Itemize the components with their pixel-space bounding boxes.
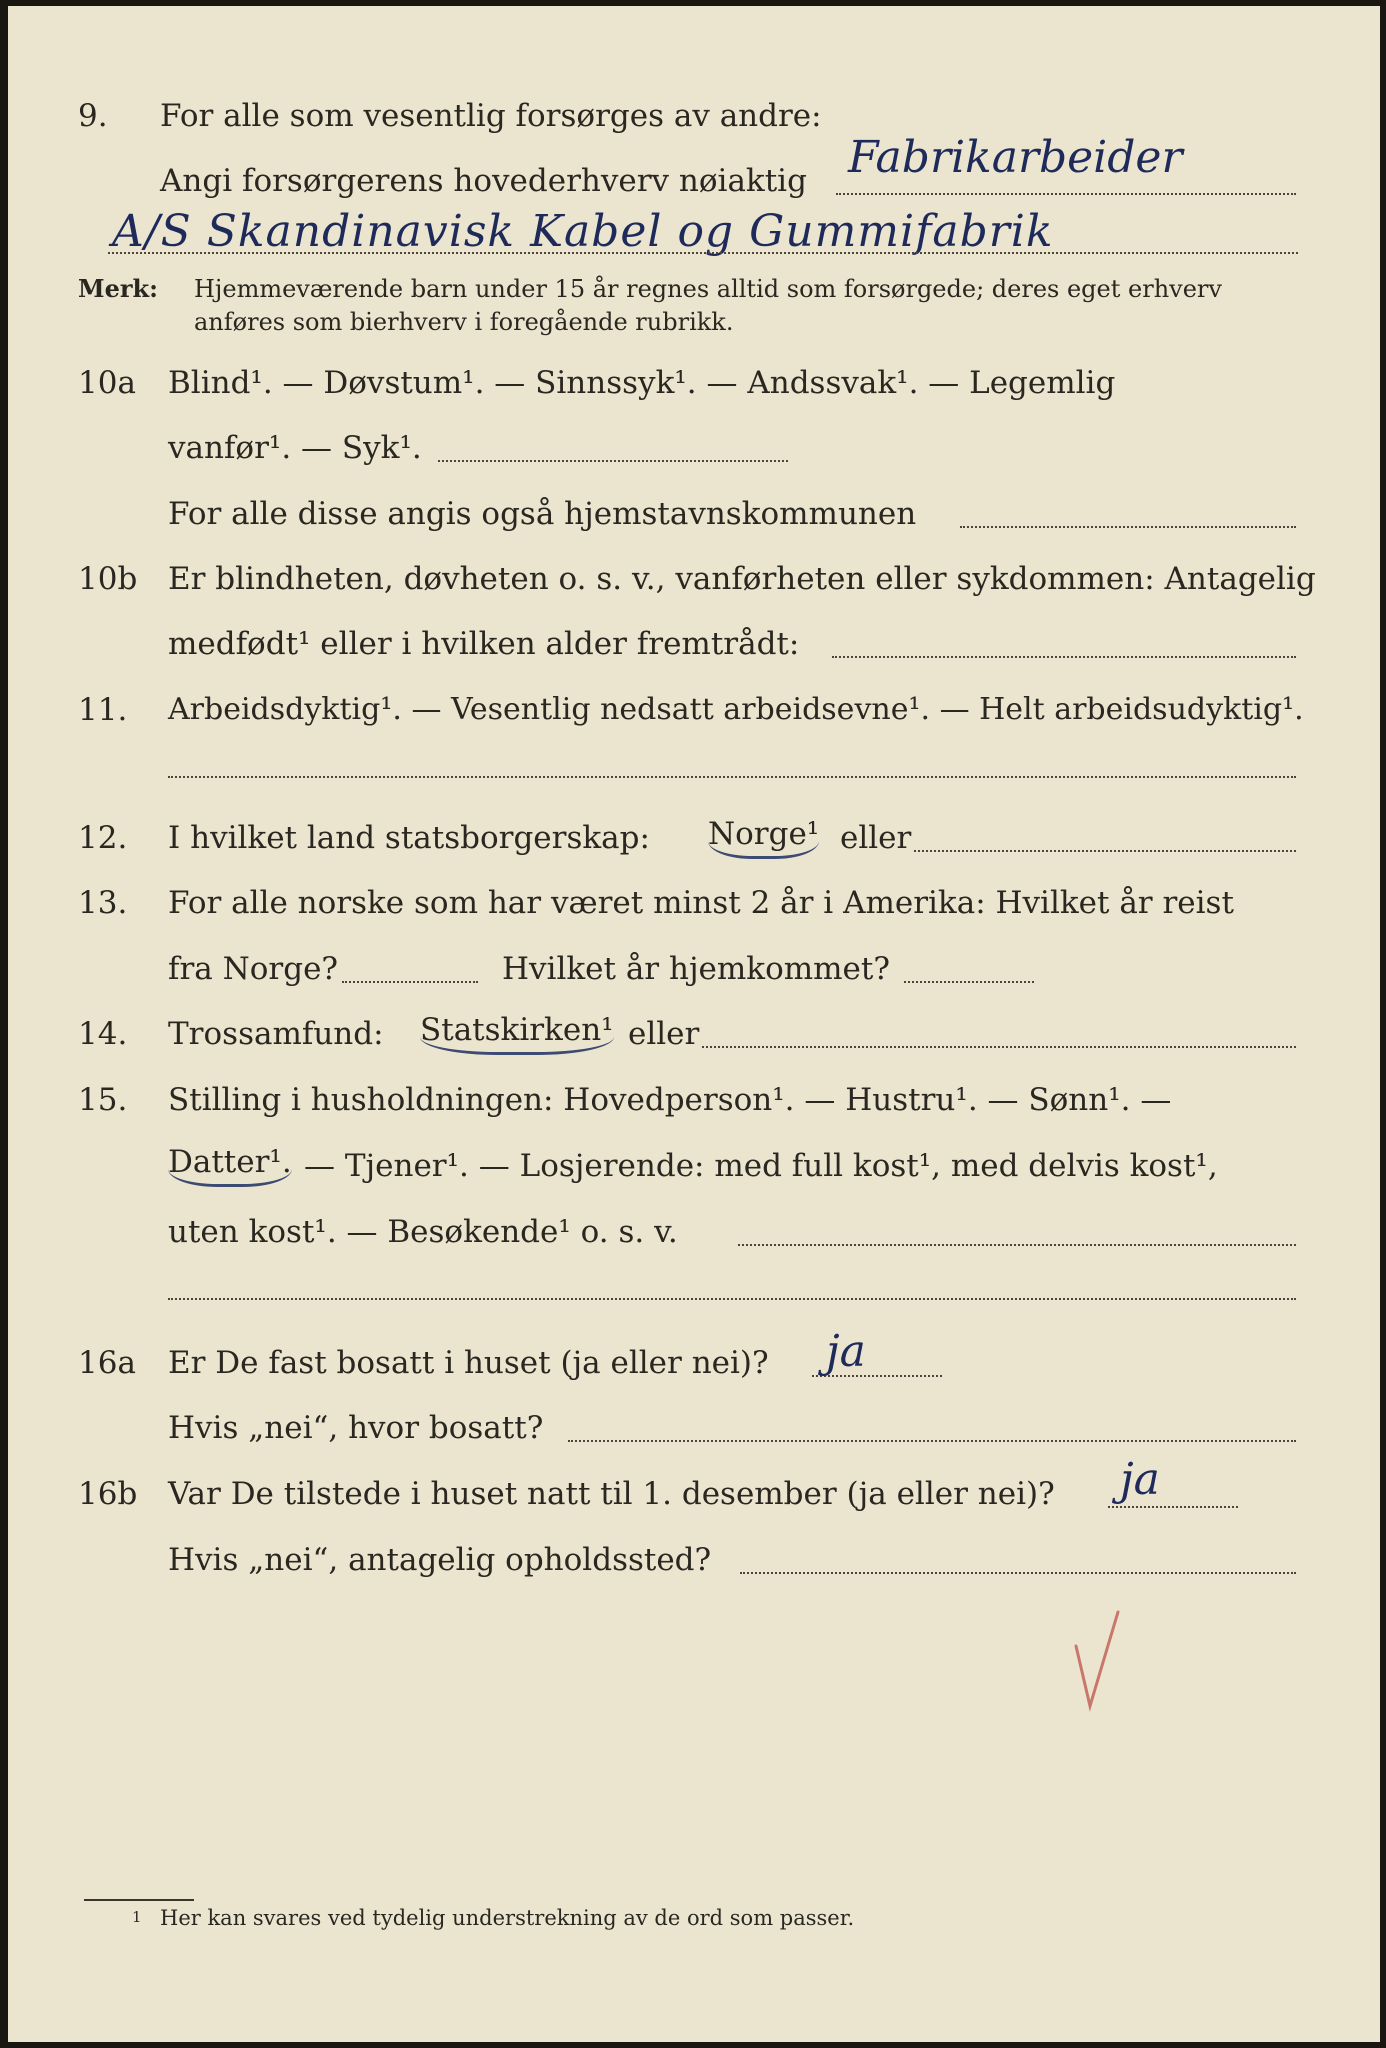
q10a-line2 — [8, 424, 1380, 472]
q14-number: 14. — [78, 1016, 128, 1052]
q13-line1-text: For alle norske som har været minst 2 år i Amerika: Hvilket år reist — [168, 885, 1234, 921]
q10b-line2-text: medfødt¹ eller i hvilken alder fremtrådt: — [168, 626, 800, 662]
q16b-line2 — [8, 1536, 1380, 1584]
q16b-line1-text: Var De tilstede i huset natt til 1. desember (ja eller nei)? — [168, 1476, 1055, 1512]
q10b-line1 — [8, 555, 1380, 603]
q13-line1 — [8, 879, 1380, 927]
q9-number: 9. — [78, 98, 108, 134]
q13-hjemkommet-fill-line[interactable] — [904, 981, 1034, 983]
q16b-number: 16b — [78, 1476, 138, 1512]
q15-line2-text: — Tjener¹. — Losjerende: med full kost¹, med delvis kost¹, — [304, 1148, 1218, 1184]
q10a-line2-text: vanfør¹. — Syk¹. — [168, 430, 422, 466]
q14-statskirken-underlined[interactable]: Statskirken¹ — [420, 1010, 614, 1055]
q12-suffix: eller — [840, 820, 912, 856]
q13-line2b-text: Hvilket år hjemkommet? — [502, 951, 890, 987]
q9-line1-text: For alle som vesentlig forsørges av andre: — [160, 98, 822, 134]
q11-number: 11. — [78, 692, 128, 728]
q9-fill-line[interactable] — [836, 193, 1296, 195]
q13-line2a-text: fra Norge? — [168, 951, 339, 987]
q11-line — [8, 686, 1380, 734]
q16b-fill-line[interactable] — [1108, 1506, 1238, 1508]
q12-number: 12. — [78, 820, 128, 856]
q13-reist-fill-line[interactable] — [342, 981, 478, 983]
q10a-line3 — [8, 490, 1380, 538]
q15-line3 — [8, 1208, 1380, 1256]
q10b-fill-line[interactable] — [832, 656, 1296, 658]
q9-line2-text: Angi forsørgerens hovederhverv nøiaktig — [160, 163, 807, 199]
q9-handwritten-occupation: Fabrikarbeider — [848, 132, 1183, 183]
q14-suffix: eller — [628, 1016, 700, 1052]
q12-line — [8, 814, 1380, 862]
q16b-line2-text: Hvis „nei“, antagelig opholdssted? — [168, 1542, 712, 1578]
q10b-number: 10b — [78, 561, 138, 597]
q10b-line1-text: Er blindheten, døvheten o. s. v., vanførheten eller sykdommen: Antagelig — [168, 561, 1316, 597]
q9-handwritten-employer: A/S Skandinavisk Kabel og Gummifabrik — [112, 206, 1054, 257]
q10a-line1-text: Blind¹. — Døvstum¹. — Sinnssyk¹. — Andssvak¹. — Legemlig — [168, 365, 1116, 401]
q10b-line2 — [8, 620, 1380, 668]
q16b-handwritten-answer: ja — [1120, 1454, 1160, 1505]
q15-number: 15. — [78, 1082, 128, 1118]
q16b-line1 — [8, 1470, 1380, 1518]
q12-fill-line[interactable] — [914, 850, 1296, 852]
q13-number: 13. — [78, 885, 128, 921]
q15-line3-text: uten kost¹. — Besøkende¹ o. s. v. — [168, 1214, 678, 1250]
q10a-syk-fill-line[interactable] — [438, 460, 788, 462]
q14-fill-line[interactable] — [702, 1046, 1296, 1048]
q11-text: Arbeidsdyktig¹. — Vesentlig nedsatt arbeidsevne¹. — Helt arbeidsudyktig¹. — [168, 692, 1304, 727]
q14-line — [8, 1010, 1380, 1058]
footnote-text: Her kan svares ved tydelig understrekning av de ord som passer. — [160, 1906, 855, 1930]
q10a-number: 10a — [78, 365, 136, 401]
q15-line1 — [8, 1076, 1380, 1124]
q16a-line1 — [8, 1339, 1380, 1387]
q15-line2 — [8, 1142, 1380, 1190]
red-check-mark — [1070, 1606, 1130, 1716]
merk-line2-text: anføres som bierhverv i foregående rubrikk. — [194, 308, 734, 336]
q13-line2 — [8, 945, 1380, 993]
q16a-line2-text: Hvis „nei“, hvor bosatt? — [168, 1410, 544, 1446]
q9-employer-fill-line[interactable] — [108, 252, 1298, 254]
q10a-line1 — [8, 359, 1380, 407]
q12-prefix: I hvilket land statsborgerskap: — [168, 820, 650, 856]
merk-line1-text: Hjemmeværende barn under 15 år regnes alltid som forsørgede; deres eget erhverv — [194, 275, 1222, 303]
q16a-line1-text: Er De fast bosatt i huset (ja eller nei)? — [168, 1345, 769, 1381]
q15-fill-line[interactable] — [738, 1244, 1296, 1246]
q10a-line3-text: For alle disse angis også hjemstavnskommunen — [168, 496, 917, 532]
q11-fill-line[interactable] — [168, 776, 1296, 778]
q16a-number: 16a — [78, 1345, 136, 1381]
q14-prefix: Trossamfund: — [168, 1016, 384, 1052]
q16a-bosatt-fill-line[interactable] — [568, 1440, 1296, 1442]
census-form-page — [8, 6, 1380, 2042]
footnote-mark: 1 — [132, 1908, 142, 1926]
q15-datter-underlined[interactable]: Datter¹. — [168, 1142, 292, 1187]
q16b-opholdssted-fill-line[interactable] — [740, 1572, 1296, 1574]
merk-line2 — [8, 298, 1380, 346]
q12-norge-underlined[interactable]: Norge¹ — [708, 814, 819, 859]
q16a-line2 — [8, 1404, 1380, 1452]
q15-line1-text: Stilling i husholdningen: Hovedperson¹. — Hustru¹. — Sønn¹. — — [168, 1082, 1172, 1118]
q16a-handwritten-answer: ja — [826, 1326, 866, 1377]
merk-label: Merk: — [78, 274, 158, 303]
footnote-rule — [84, 1899, 194, 1901]
q10a-hjemstavn-fill-line[interactable] — [960, 526, 1296, 528]
q15-extra-fill-line[interactable] — [168, 1298, 1296, 1300]
